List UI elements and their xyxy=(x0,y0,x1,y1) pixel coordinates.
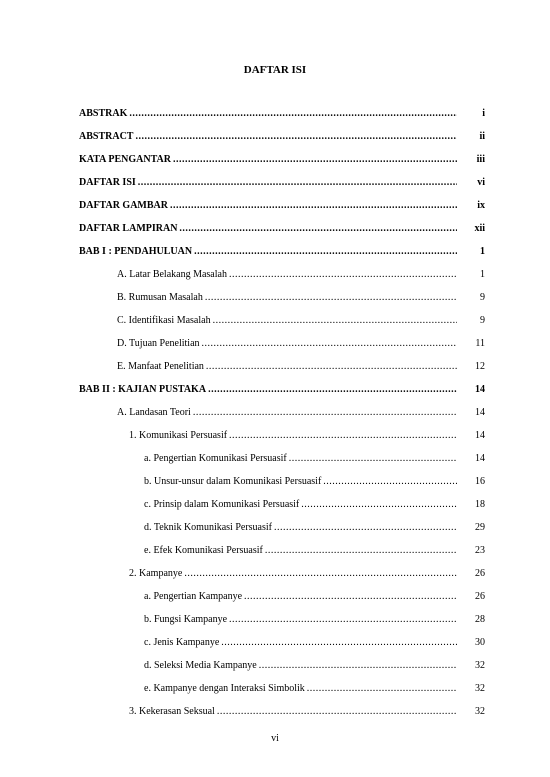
toc-entry-page: iii xyxy=(476,154,485,165)
toc-entry-title: DAFTAR LAMPIRAN xyxy=(79,223,178,234)
toc-entry xyxy=(79,472,485,495)
toc-entry-page: 9 xyxy=(480,292,485,303)
toc-entry-page: 14 xyxy=(475,384,485,395)
toc-entry-title: c. Prinsip dalam Komunikasi Persuasif xyxy=(144,499,300,510)
dot-leader xyxy=(259,659,457,673)
dot-leader xyxy=(179,222,457,236)
toc-entry xyxy=(79,403,485,426)
toc-entry xyxy=(79,380,485,403)
toc-entry xyxy=(79,541,485,564)
toc-entry xyxy=(79,357,485,380)
dot-leader xyxy=(213,314,457,328)
toc-entry xyxy=(79,127,485,150)
page-number: vi xyxy=(271,733,279,744)
toc-entry xyxy=(79,495,485,518)
toc-entry-page: 29 xyxy=(475,522,485,533)
toc-entry xyxy=(79,587,485,610)
toc-entry-page: 12 xyxy=(475,361,485,372)
toc-entry xyxy=(79,679,485,702)
toc-entry xyxy=(79,702,485,725)
toc-entry-title: 2. Kampanye xyxy=(129,568,183,579)
toc-entry-page: 1 xyxy=(480,246,485,257)
toc-entry-page: 26 xyxy=(475,591,485,602)
toc-entry-page: 18 xyxy=(475,499,485,510)
dot-leader xyxy=(129,107,457,121)
toc-entry-title: a. Pengertian Kampanye xyxy=(144,591,243,602)
toc-entry-title: 3. Kekerasan Seksual xyxy=(129,706,215,717)
toc-entry-title: b. Fungsi Kampanye xyxy=(144,614,228,625)
toc-entry xyxy=(79,265,485,288)
toc-entry xyxy=(79,196,485,219)
toc-entry xyxy=(79,610,485,633)
dot-leader xyxy=(184,567,457,581)
dot-leader xyxy=(244,590,457,604)
toc-entry-page: 28 xyxy=(475,614,485,625)
toc-entry xyxy=(79,150,485,173)
dot-leader xyxy=(265,544,457,558)
dot-leader xyxy=(202,337,457,351)
toc-entry xyxy=(79,242,485,265)
dot-leader xyxy=(229,268,457,282)
toc-entry xyxy=(79,633,485,656)
toc-entry-page: 26 xyxy=(475,568,485,579)
toc-entry-page: xii xyxy=(474,223,485,234)
toc-entry-title: DAFTAR GAMBAR xyxy=(79,200,168,211)
toc-entry-page: 14 xyxy=(475,453,485,464)
dot-leader xyxy=(307,682,457,696)
toc-entry-title: d. Seleksi Media Kampanye xyxy=(144,660,257,671)
toc-entry xyxy=(79,426,485,449)
dot-leader xyxy=(173,153,457,167)
toc-entry xyxy=(79,564,485,587)
dot-leader xyxy=(206,360,457,374)
dot-leader xyxy=(289,452,457,466)
toc-entry xyxy=(79,288,485,311)
toc-entry-title: BAB I : PENDAHULUAN xyxy=(79,246,193,257)
table-of-contents xyxy=(79,104,485,725)
dot-leader xyxy=(229,429,457,443)
toc-entry-page: 32 xyxy=(475,706,485,717)
toc-entry-page: vi xyxy=(477,177,485,188)
dot-leader xyxy=(208,383,457,397)
toc-entry-page: 1 xyxy=(480,269,485,280)
dot-leader xyxy=(323,475,457,489)
dot-leader xyxy=(221,636,457,650)
toc-entry-page: 30 xyxy=(475,637,485,648)
dot-leader xyxy=(135,130,457,144)
toc-entry-title: e. Efek Komunikasi Persuasif xyxy=(144,545,263,556)
toc-entry-title: KATA PENGANTAR xyxy=(79,154,171,165)
toc-entry-title: ABSTRAK xyxy=(79,108,128,119)
toc-entry-page: 32 xyxy=(475,660,485,671)
toc-entry xyxy=(79,104,485,127)
toc-entry xyxy=(79,449,485,472)
toc-entry-title: e. Kampanye dengan Interaksi Simbolik xyxy=(144,683,305,694)
toc-entry-page: ix xyxy=(477,200,485,211)
toc-entry xyxy=(79,518,485,541)
toc-entry-page: ii xyxy=(479,131,485,142)
toc-entry-page: 32 xyxy=(475,683,485,694)
toc-entry-page: 23 xyxy=(475,545,485,556)
dot-leader xyxy=(301,498,457,512)
dot-leader xyxy=(194,245,457,259)
toc-entry-page: 11 xyxy=(475,338,485,349)
toc-entry-title: DAFTAR ISI xyxy=(79,177,136,188)
dot-leader xyxy=(274,521,457,535)
toc-entry-page: i xyxy=(482,108,485,119)
toc-entry-title: D. Tujuan Penelitian xyxy=(117,338,200,349)
dot-leader xyxy=(229,613,457,627)
toc-entry-page: 16 xyxy=(475,476,485,487)
toc-entry-title: A. Landasan Teori xyxy=(117,407,191,418)
toc-entry-page: 14 xyxy=(475,430,485,441)
toc-entry-title: C. Identifikasi Masalah xyxy=(117,315,211,326)
toc-entry-page: 14 xyxy=(475,407,485,418)
toc-entry-title: c. Jenis Kampanye xyxy=(144,637,220,648)
dot-leader xyxy=(217,705,457,719)
toc-entry-title: 1. Komunikasi Persuasif xyxy=(129,430,228,441)
toc-entry-title: a. Pengertian Komunikasi Persuasif xyxy=(144,453,287,464)
toc-entry-title: A. Latar Belakang Masalah xyxy=(117,269,227,280)
toc-entry xyxy=(79,311,485,334)
dot-leader xyxy=(138,176,457,190)
toc-entry xyxy=(79,173,485,196)
toc-entry xyxy=(79,334,485,357)
toc-entry-title: B. Rumusan Masalah xyxy=(117,292,203,303)
toc-entry-page: 9 xyxy=(480,315,485,326)
dot-leader xyxy=(170,199,457,213)
dot-leader xyxy=(193,406,457,420)
toc-entry-title: BAB II : KAJIAN PUSTAKA xyxy=(79,384,207,395)
page-title: DAFTAR ISI xyxy=(243,64,307,76)
toc-entry-title: d. Teknik Komunikasi Persuasif xyxy=(144,522,272,533)
toc-entry-title: E. Manfaat Penelitian xyxy=(117,361,204,372)
toc-entry-title: ABSTRACT xyxy=(79,131,134,142)
toc-entry xyxy=(79,219,485,242)
toc-entry xyxy=(79,656,485,679)
toc-entry-title: b. Unsur-unsur dalam Komunikasi Persuasif xyxy=(144,476,322,487)
dot-leader xyxy=(205,291,457,305)
